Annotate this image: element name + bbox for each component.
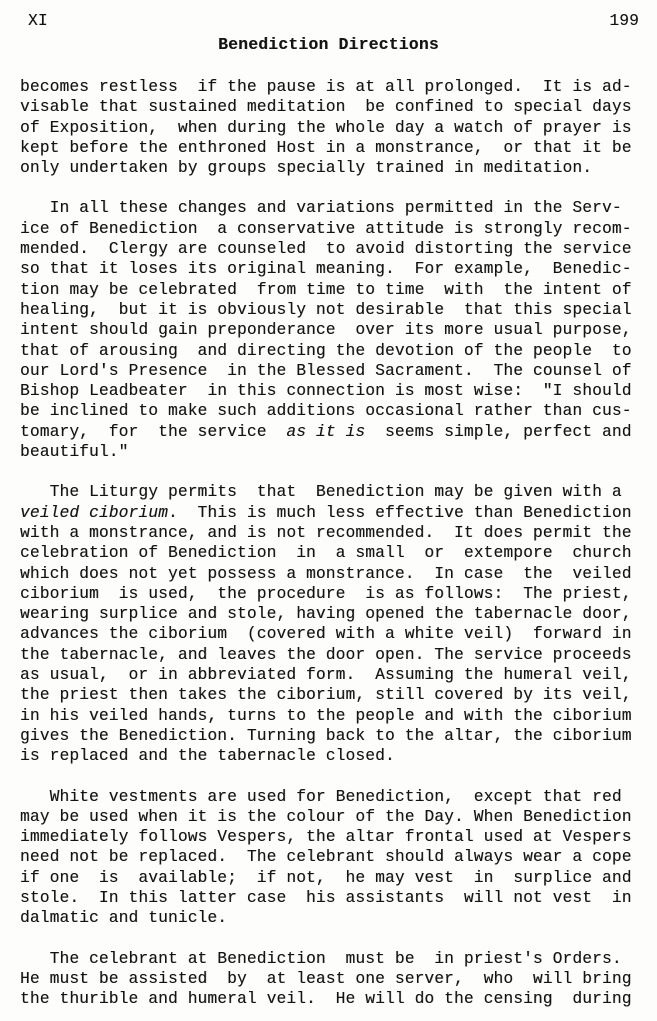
- text-line: may be used when it is the colour of the Day. When Benediction: [20, 807, 632, 826]
- text-line: veiled ciborium. This is much less effective than Benediction: [20, 503, 632, 522]
- text-line: White vestments are used for Benediction, except that red: [20, 787, 622, 806]
- paragraph: [20, 77, 657, 178]
- text-line: as usual, or in abbreviated form. Assuming the humeral veil,: [20, 666, 632, 685]
- text-line: He must be assisted by at least one server, who will bring: [20, 969, 632, 988]
- text-line: beautiful.": [20, 443, 129, 462]
- text-line: visable that sustained meditation be confined to special days: [20, 98, 632, 117]
- text-line: gives the Benediction. Turning back to the altar, the ciborium: [20, 726, 632, 745]
- text-line: In all these changes and variations permitted in the Serv-: [20, 199, 622, 218]
- text-line: kept before the enthroned Host in a monstrance, or that it be: [20, 138, 632, 157]
- text-line: if one is available; if not, he may vest in surplice and: [20, 868, 632, 887]
- page-number: 199: [609, 12, 639, 30]
- page-body: [0, 54, 657, 1009]
- text-line: so that it loses its original meaning. For example, Benedic-: [20, 260, 632, 279]
- text-line: the thurible and humeral veil. He will do the censing during: [20, 990, 632, 1009]
- text-line: with a monstrance, and is not recommended. It does permit the: [20, 523, 632, 542]
- text-line: of Exposition, when during the whole day a watch of prayer is: [20, 118, 632, 137]
- text-line: The celebrant at Benediction must be in priest's Orders.: [20, 949, 622, 968]
- text-line: immediately follows Vespers, the altar frontal used at Vespers: [20, 828, 632, 847]
- text-line: The Liturgy permits that Benediction may be given with a: [20, 483, 622, 502]
- text-line: ciborium is used, the procedure is as follows: The priest,: [20, 584, 632, 603]
- paragraph: [20, 198, 657, 462]
- text-line: the priest then takes the ciborium, still covered by its veil,: [20, 686, 632, 705]
- text-line: is replaced and the tabernacle closed.: [20, 747, 395, 766]
- chapter-numeral: XI: [28, 12, 48, 30]
- text-line: which does not yet possess a monstrance. In case the veiled: [20, 564, 632, 583]
- paragraph: [20, 787, 657, 929]
- text-line: celebration of Benediction in a small or extempore church: [20, 544, 632, 563]
- paragraph: [20, 482, 657, 766]
- text-line: dalmatic and tunicle.: [20, 909, 228, 928]
- text-line: that of arousing and directing the devotion of the people to: [20, 341, 632, 360]
- page-title: Benediction Directions: [218, 35, 439, 54]
- text-line: intent should gain preponderance over its more usual purpose,: [20, 321, 632, 340]
- page-header: [0, 0, 657, 30]
- text-line: our Lord's Presence in the Blessed Sacrament. The counsel of: [20, 361, 632, 380]
- text-line: becomes restless if the pause is at all prolonged. It is ad-: [20, 78, 632, 96]
- text-line: mended. Clergy are counseled to avoid distorting the service: [20, 240, 632, 259]
- text-line: healing, but it is obviously not desirable that this special: [20, 300, 632, 319]
- text-line: tion may be celebrated from time to time with the intent of: [20, 280, 632, 299]
- text-line: wearing surplice and stole, having opened the tabernacle door,: [20, 605, 632, 624]
- text-line: in his veiled hands, turns to the people and with the ciborium: [20, 706, 632, 725]
- text-line: the tabernacle, and leaves the door open. The service proceeds: [20, 645, 632, 664]
- text-line: need not be replaced. The celebrant should always wear a cope: [20, 848, 632, 867]
- text-line: only undertaken by groups specially trained in meditation.: [20, 159, 593, 178]
- text-line: tomary, for the service as it is seems simple, perfect and: [20, 422, 632, 441]
- text-line: Bishop Leadbeater in this connection is most wise: "I should: [20, 382, 632, 401]
- text-line: advances the ciborium (covered with a white veil) forward in: [20, 625, 632, 644]
- text-line: stole. In this latter case his assistants will not vest in: [20, 888, 632, 907]
- text-line: be inclined to make such additions occasional rather than cus-: [20, 402, 632, 421]
- text-line: ice of Benediction a conservative attitude is strongly recom-: [20, 219, 632, 238]
- paragraph: [20, 949, 657, 1010]
